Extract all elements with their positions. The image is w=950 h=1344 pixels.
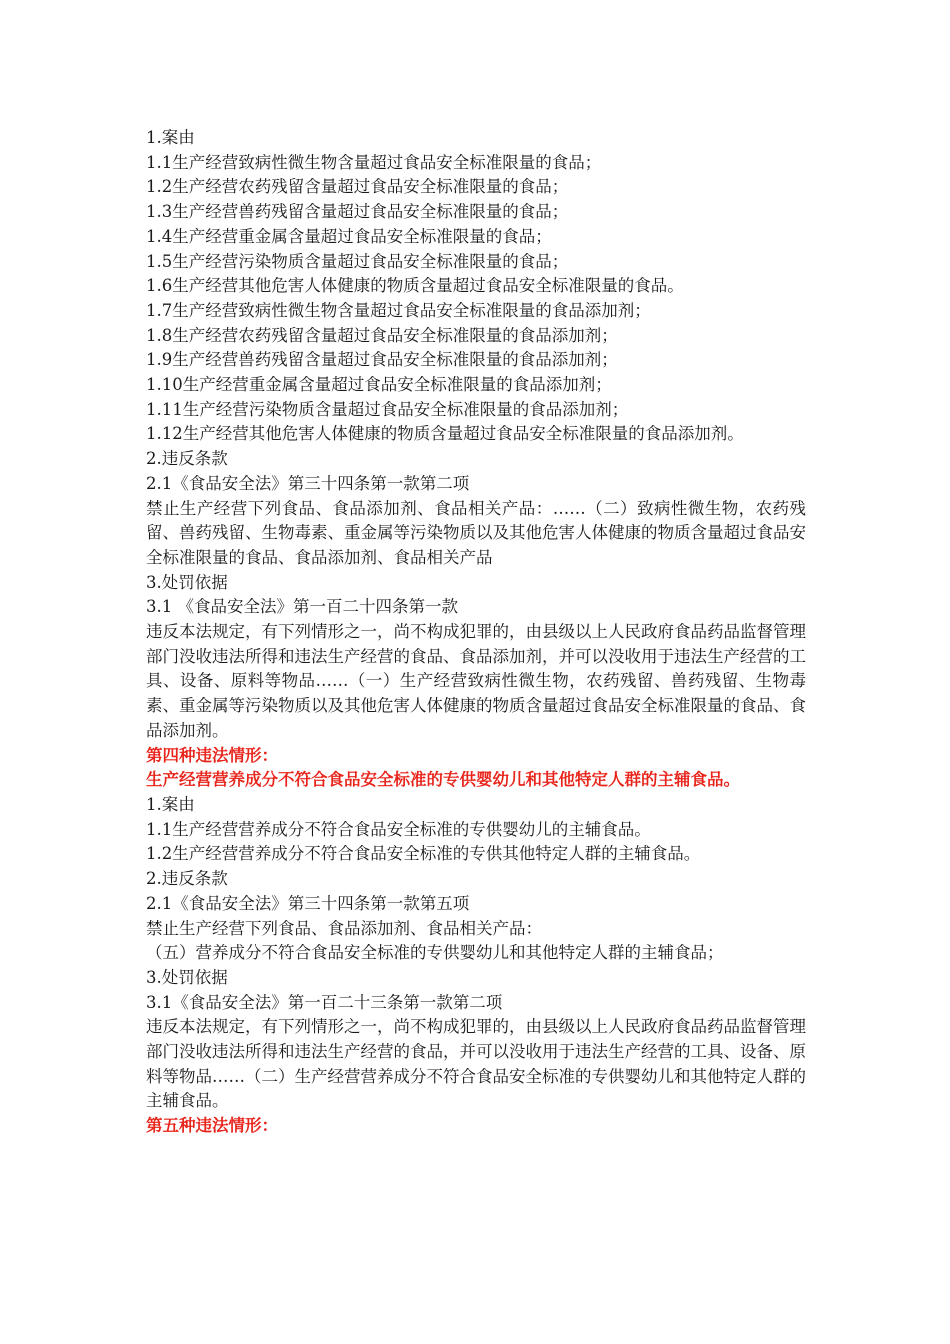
paragraph: 1.1生产经营致病性微生物含量超过食品安全标准限量的食品；	[146, 152, 602, 172]
paragraph: 1.1生产经营营养成分不符合食品安全标准的专供婴幼儿的主辅食品。	[146, 819, 651, 839]
paragraph: 1.2生产经营农药残留含量超过食品安全标准限量的食品；	[146, 177, 569, 197]
paragraph: 2.1《食品安全法》第三十四条第一款第二项	[146, 473, 470, 493]
paragraph: 1.11生产经营污染物质含量超过食品安全标准限量的食品添加剂；	[146, 399, 629, 419]
paragraph: 3.处罚依据	[146, 967, 228, 987]
paragraph: 3.1《食品安全法》第一百二十三条第一款第二项	[146, 992, 503, 1012]
paragraph: 2.违反条款	[146, 869, 228, 889]
paragraph: 1.10生产经营重金属含量超过食品安全标准限量的食品添加剂；	[146, 375, 612, 395]
paragraph: 禁止生产经营下列食品、食品添加剂、食品相关产品：……（二）致病性微生物，农药残留、兽药残留、生物毒素、重金属等污染物质以及其他危害人体健康的物质含量超过食品安全标准限量的食品、食品添加剂、食品相关产品	[146, 498, 806, 567]
paragraph: 2.1《食品安全法》第三十四条第一款第五项	[146, 893, 470, 913]
paragraph: 3.处罚依据	[146, 572, 228, 592]
paragraph: 1.案由	[146, 794, 195, 814]
paragraph: 1.9生产经营兽药残留含量超过食品安全标准限量的食品添加剂；	[146, 350, 618, 370]
document-body	[146, 126, 806, 1139]
paragraph: 1.3生产经营兽药残留含量超过食品安全标准限量的食品；	[146, 202, 569, 222]
paragraph: 违反本法规定，有下列情形之一，尚不构成犯罪的，由县级以上人民政府食品药品监督管理部门没收违法所得和违法生产经营的食品，并可以没收用于违法生产经营的工具、设备、原料等物品……（二）生产经营营养成分不符合食品安全标准的专供婴幼儿和其他特定人群的主辅食品。	[146, 1017, 806, 1111]
section-heading: 第五种违法情形：	[146, 1116, 278, 1136]
section-heading: 第四种违法情形：	[146, 745, 278, 765]
paragraph: 3.1 《食品安全法》第一百二十四条第一款	[146, 597, 458, 617]
section-heading: 生产经营营养成分不符合食品安全标准的专供婴幼儿和其他特定人群的主辅食品。	[146, 770, 740, 790]
paragraph: 1.2生产经营营养成分不符合食品安全标准的专供其他特定人群的主辅食品。	[146, 844, 701, 864]
paragraph: （五）营养成分不符合食品安全标准的专供婴幼儿和其他特定人群的主辅食品；	[146, 943, 724, 963]
paragraph: 违反本法规定，有下列情形之一，尚不构成犯罪的，由县级以上人民政府食品药品监督管理部门没收违法所得和违法生产经营的食品、食品添加剂，并可以没收用于违法生产经营的工具、设备、原料等物品……（一）生产经营致病性微生物，农药残留、兽药残留、生物毒素、重金属等污染物质以及其他危害人体健康的物质含量超过食品安全标准限量的食品、食品添加剂。	[146, 622, 806, 740]
paragraph: 1.4生产经营重金属含量超过食品安全标准限量的食品；	[146, 226, 552, 246]
paragraph: 1.6生产经营其他危害人体健康的物质含量超过食品安全标准限量的食品。	[146, 276, 684, 296]
paragraph: 1.案由	[146, 128, 195, 147]
paragraph: 1.12生产经营其他危害人体健康的物质含量超过食品安全标准限量的食品添加剂。	[146, 424, 744, 444]
paragraph: 1.5生产经营污染物质含量超过食品安全标准限量的食品；	[146, 251, 569, 271]
paragraph: 1.8生产经营农药残留含量超过食品安全标准限量的食品添加剂；	[146, 325, 618, 345]
paragraph: 1.7生产经营致病性微生物含量超过食品安全标准限量的食品添加剂；	[146, 300, 651, 320]
paragraph: 禁止生产经营下列食品、食品添加剂、食品相关产品：	[146, 918, 542, 938]
paragraph: 2.违反条款	[146, 449, 228, 469]
